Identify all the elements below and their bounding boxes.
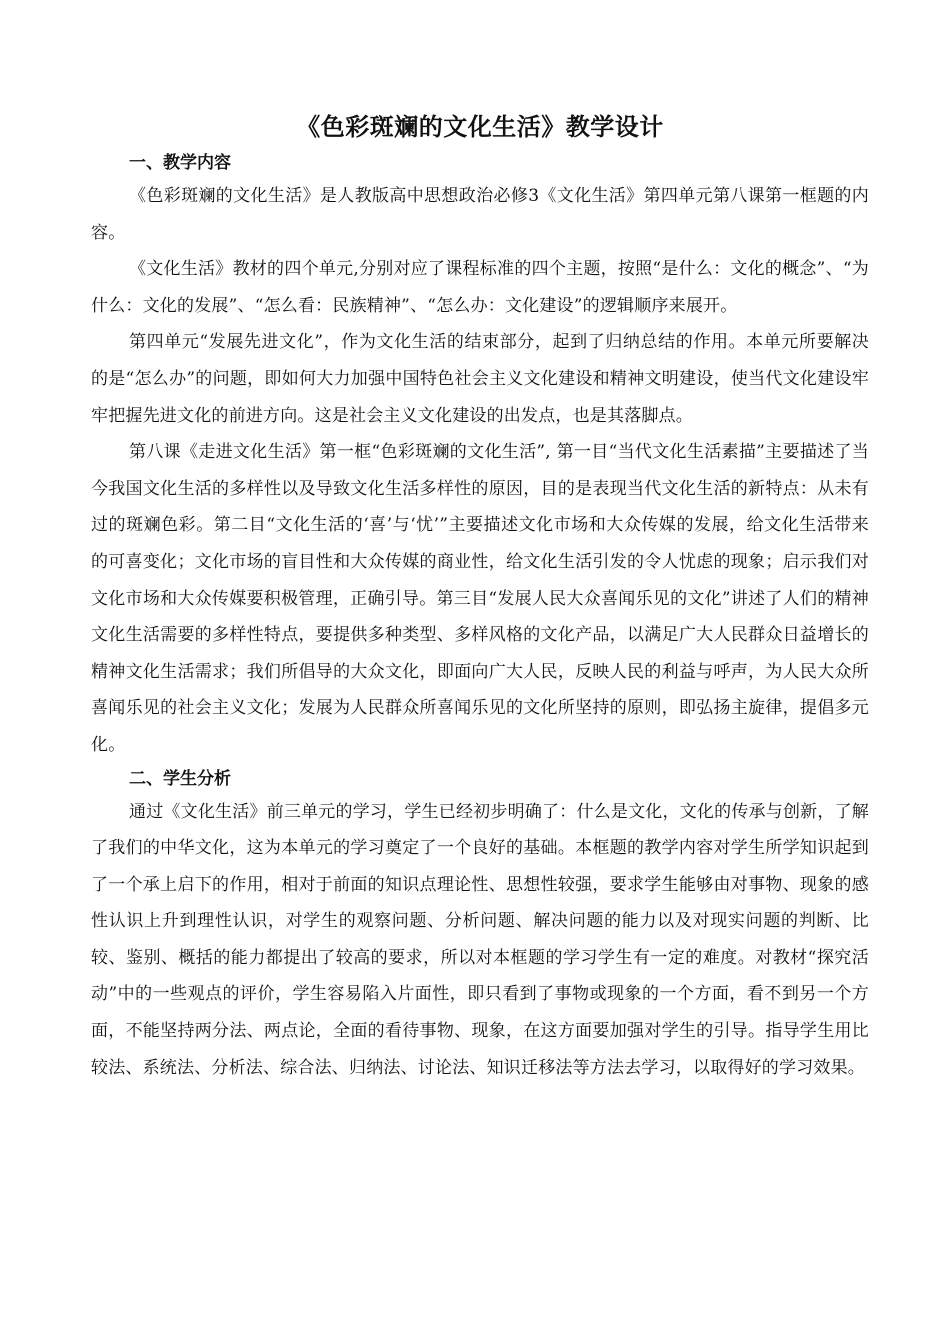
- document-page: [91, 110, 869, 1086]
- section-heading: 一、教学内容: [129, 153, 231, 173]
- paragraph: 通过《文化生活》前三单元的学习，学生已经初步明确了：什么是文化，文化的传承与创新，了解了我们的中华文化，这为本单元的学习奠定了一个良好的基础。本框题的教学内容对学生所学知识起到了一个承上启下的作用，相对于前面的知识点理论性、思想性较强，要求学生能够由对事物、现象的感性认识上升到理性认识，对学生的观察问题、分析问题、解决问题的能力以及对现实问题的判断、比较、鉴别、概括的能力都提出了较高的要求，所以对本框题的学习学生有一定的难度。对教材“探究活动”中的一些观点的评价，学生容易陷入片面性，即只看到了事物或现象的一个方面，看不到另一个方面，不能坚持两分法、两点论，全面的看待事物、现象，在这方面要加强对学生的引导。指导学生用比较法、系统法、分析法、综合法、归纳法、讨论法、知识迁移法等方法去学习，以取得好的学习效果。: [91, 801, 869, 1078]
- section-heading: 二、学生分析: [129, 768, 231, 789]
- paragraph: 第八课《走进文化生活》第一框“色彩斑斓的文化生活”, 第一目“当代文化生活素描”主要描述了当今我国文化生活的多样性以及导致文化生活多样性的原因，目的是表现当代文化生活的新特点：从未有过的斑斓色彩。第二目“文化生活的‘喜’与‘忧’”主要描述文化市场和大众传媒的发展，给文化生活带来的可喜变化；文化市场的盲目性和大众传媒的商业性，给文化生活引发的令人忧虑的现象；启示我们对文化市场和大众传媒要积极管理，正确引导。第三目“发展人民大众喜闻乐见的文化”讲述了人们的精神文化生活需要的多样性特点，要提供多种类型、多样风格的文化产品，以满足广大人民群众日益增长的精神文化生活需求；我们所倡导的大众文化，即面向广大人民，反映人民的利益与呼声，为人民大众所喜闻乐见的社会主义文化；发展为人民群众所喜闻乐见的文化所坚持的原则，即弘扬主旋律，提倡多元化。: [91, 442, 869, 755]
- document-title: 《色彩斑斓的文化生活》教学设计: [296, 112, 664, 141]
- paragraph: 《色彩斑斓的文化生活》是人教版高中思想政治必修3《文化生活》第四单元第八课第一框题的内容。: [91, 186, 869, 243]
- paragraph: 第四单元“发展先进文化”，作为文化生活的结束部分，起到了归纳总结的作用。本单元所要解决的是“怎么办”的问题，即如何大力加强中国特色社会主义文化建设和精神文明建设，使当代文化建设牢牢把握先进文化的前进方向。这是社会主义文化建设的出发点，也是其落脚点。: [91, 332, 869, 426]
- section-student-analysis: [91, 764, 869, 1087]
- paragraph: 《文化生活》教材的四个单元,分别对应了课程标准的四个主题，按照“是什么：文化的概念”、“为什么：文化的发展”、“怎么看：民族精神”、“怎么办：文化建设”的逻辑顺序来展开。: [91, 259, 869, 316]
- section-teaching-content: [91, 148, 869, 764]
